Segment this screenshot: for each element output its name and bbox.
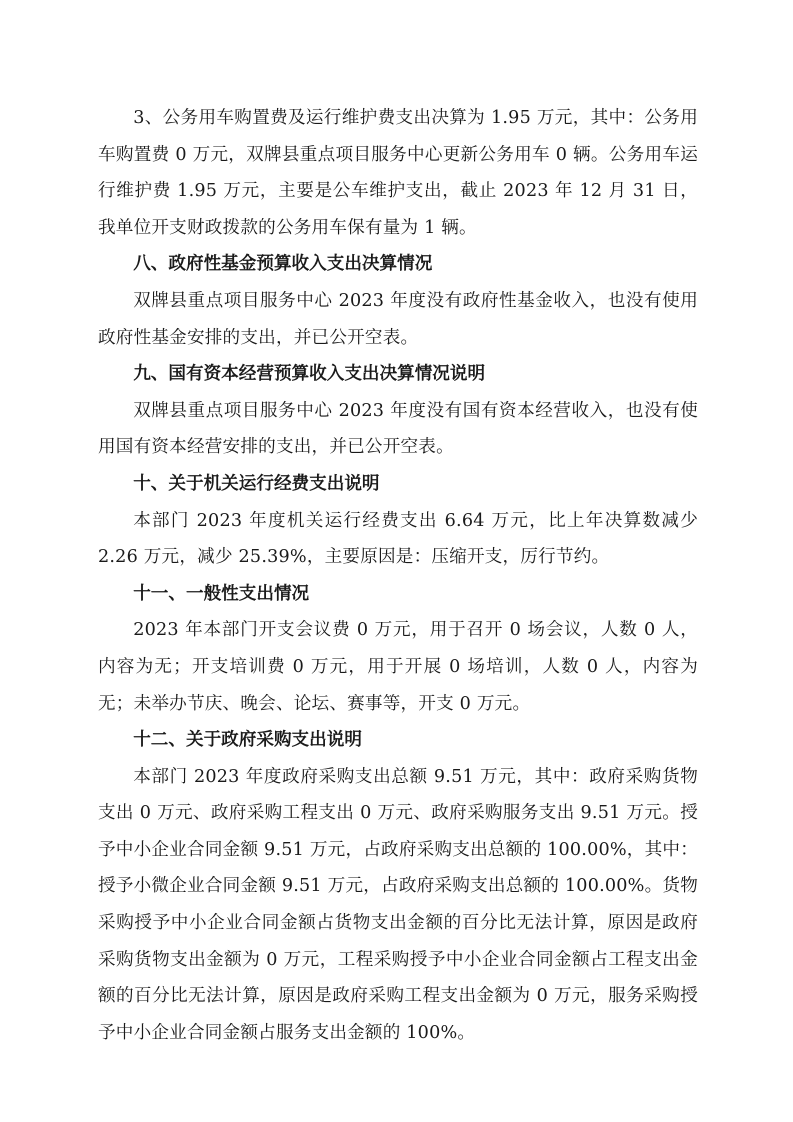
- paragraph-state-capital: 双牌县重点项目服务中心 2023 年度没有国有资本经营收入，也没有使用国有资本经营安排的支出，并已公开空表。: [98, 400, 698, 458]
- paragraph-vehicle-costs: 3、公务用车购置费及运行维护费支出决算为 1.95 万元，其中：公务用车购置费 0 万元，双牌县重点项目服务中心更新公务用车 0 辆。公务用车运行维护费 1.95 万元，主要是公车维护支出，截止 2023 年 12 月 31 日，我单位开支财政拨款的公务用车保有量为 1 辆。: [98, 108, 698, 238]
- heading-operating-expenses: 十、关于机关运行经费支出说明: [133, 473, 380, 494]
- heading-state-capital: 九、国有资本经营预算收入支出决算情况说明: [133, 364, 486, 385]
- heading-procurement: 十二、关于政府采购支出说明: [133, 730, 362, 751]
- paragraph-operating-expenses: 本部门 2023 年度机关运行经费支出 6.64 万元，比上年决算数减少 2.26 万元，减少 25.39%，主要原因是：压缩开支，厉行节约。: [98, 510, 698, 568]
- heading-government-fund: 八、政府性基金预算收入支出决算情况: [133, 254, 433, 275]
- heading-general-expenses: 十一、一般性支出情况: [133, 583, 310, 604]
- paragraph-government-fund: 双牌县重点项目服务中心 2023 年度没有政府性基金收入，也没有使用政府性基金安排的支出，并已公开空表。: [98, 290, 698, 348]
- paragraph-procurement: 本部门 2023 年度政府采购支出总额 9.51 万元，其中：政府采购货物支出 0 万元、政府采购工程支出 0 万元、政府采购服务支出 9.51 万元。授予中小企业合同金额 9.51 万元，占政府采购支出总额的 100.00%，其中：授予小微企业合同金额 9.51 万元，占政府采购支出总额的 100.00%。货物采购授予中小企业合同金额占货物支出金额的百分比无法计算，原因是政府采购货物支出金额为 0 万元，工程采购授予中小企业合同金额占工程支出金额的百分比无法计算，原因是政府采购工程支出金额为 0 万元，服务采购授予中小企业合同金额占服务支出金额的 100%。: [98, 766, 698, 1043]
- paragraph-general-expenses: 2023 年本部门开支会议费 0 万元，用于召开 0 场会议，人数 0 人，内容为无；开支培训费 0 万元，用于开展 0 场培训，人数 0 人，内容为无；未举办节庆、晚会、论坛、赛事等，开支 0 万元。: [98, 620, 698, 714]
- document-body: [98, 100, 698, 1051]
